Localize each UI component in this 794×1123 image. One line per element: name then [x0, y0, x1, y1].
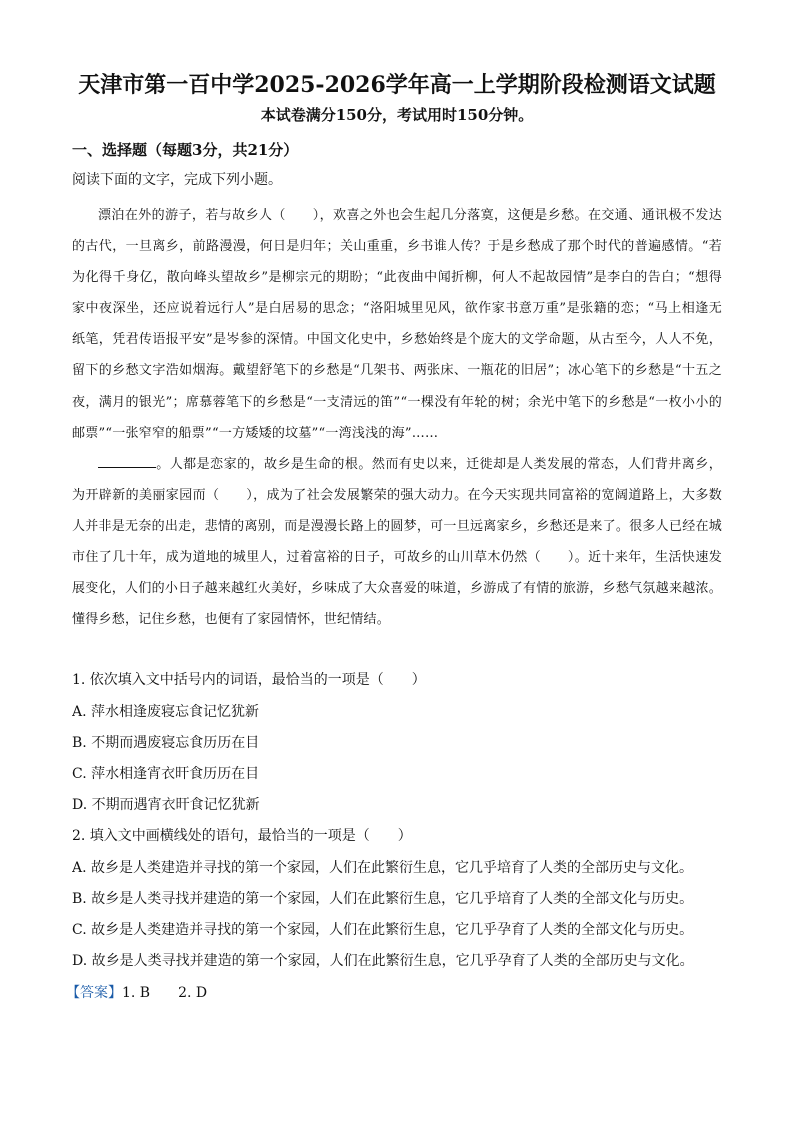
reading-passage — [72, 200, 722, 635]
question-2-option-b: B. 故乡是人类寻找并建造的第一个家园，人们在此繁衍生息，它几乎培育了人类的全部文化与历史。 — [72, 891, 694, 907]
question-2-option-a: A. 故乡是人类建造并寻找的第一个家园，人们在此繁衍生息，它几乎培育了人类的全部历史与文化。 — [72, 860, 694, 876]
passage-paragraph-2 — [72, 449, 722, 636]
question-1-option-c: C. 萍水相逢宵衣旰食历历在目 — [72, 766, 260, 782]
exam-subtitle: 本试卷满分150分，考试用时150分钟。 — [260, 106, 534, 124]
answer-line — [66, 983, 718, 1003]
answer-label: 【答案】 — [66, 985, 122, 1001]
question-1-option-a: A. 萍水相逢废寝忘食记忆犹新 — [72, 704, 260, 720]
answer-blank — [98, 453, 156, 468]
reading-instruction: 阅读下面的文字，完成下列小题。 — [72, 172, 282, 188]
question-1-option-d: D. 不期而遇宵衣旰食记忆犹新 — [72, 797, 260, 813]
question-2-option-d: D. 故乡是人类寻找并建造的第一个家园，人们在此繁衍生息，它几乎孕育了人类的全部历史与文化。 — [72, 953, 694, 969]
question-1-stem: 1. 依次填入文中括号内的词语，最恰当的一项是（ ） — [72, 672, 426, 688]
page-title: 天津市第一百中学2025-2026学年高一上学期阶段检测语文试题 — [78, 72, 716, 98]
question-2-option-c: C. 故乡是人类建造并寻找的第一个家园，人们在此繁衍生息，它几乎孕育了人类的全部文化与历史。 — [72, 922, 694, 938]
passage-paragraph-1: 漂泊在外的游子，若与故乡人（ ），欢喜之外也会生起几分落寞，这便是乡愁。在交通、通讯极不发达的古代，一旦离乡，前路漫漫，何日是归年；关山重重，乡书谁人传？于是乡愁成了那个时代的普遍感情。“若为化得千身亿，散向峰头望故乡”是柳宗元的期盼；“此夜曲中闻折柳，何人不起故园情”是李白的告白；“想得家中夜深坐，还应说着远行人”是白居易的思念；“洛阳城里见风，欲作家书意万重”是张籍的恋；“马上相逢无纸笔，凭君传语报平安”是岑参的深情。中国文化史中，乡愁始终是个庞大的文学命题，从古至今，人人不免，留下的乡愁文字浩如烟海。戴望舒笔下的乡愁是“几架书、两张床、一瓶花的旧居”；冰心笔下的乡愁是“十五之夜，满月的银光”；席慕蓉笔下的乡愁是“一支清远的笛”“一棵没有年轮的树；余光中笔下的乡愁是“一枚小小的邮票”“一张窄窄的船票”“一方矮矮的坟墓”“一湾浅浅的海”…… — [72, 208, 722, 441]
section-heading: 一、选择题（每题3分，共21分） — [72, 141, 299, 159]
question-2-stem: 2. 填入文中画横线处的语句，最恰当的一项是（ ） — [72, 828, 412, 844]
question-1-option-b: B. 不期而遇废寝忘食历历在目 — [72, 735, 260, 751]
passage-paragraph-2-text: 。人都是恋家的，故乡是生命的根。然而有史以来，迁徙却是人类发展的常态，人们背井离乡，为开辟新的美丽家园而（ ），成为了社会发展繁荣的强大动力。在今天实现共同富裕的宽阔道路上，大多数人并非是无奈的出走，悲情的离别，而是漫漫长路上的圆梦，可一旦远离家乡，乡愁还是来了。很多人已经在城市住了几十年，成为道地的城里人，过着富裕的日子，可故乡的山川草木仍然（ ）。近十来年，生活快速发展变化，人们的小日子越来越红火美好，乡味成了大众喜爱的味道，乡游成了有情的旅游，乡愁气氛越来越浓。懂得乡愁，记住乡愁，也便有了家园情怀，世纪情结。 — [72, 456, 722, 628]
answer-text: 1. B 2. D — [122, 985, 208, 1001]
